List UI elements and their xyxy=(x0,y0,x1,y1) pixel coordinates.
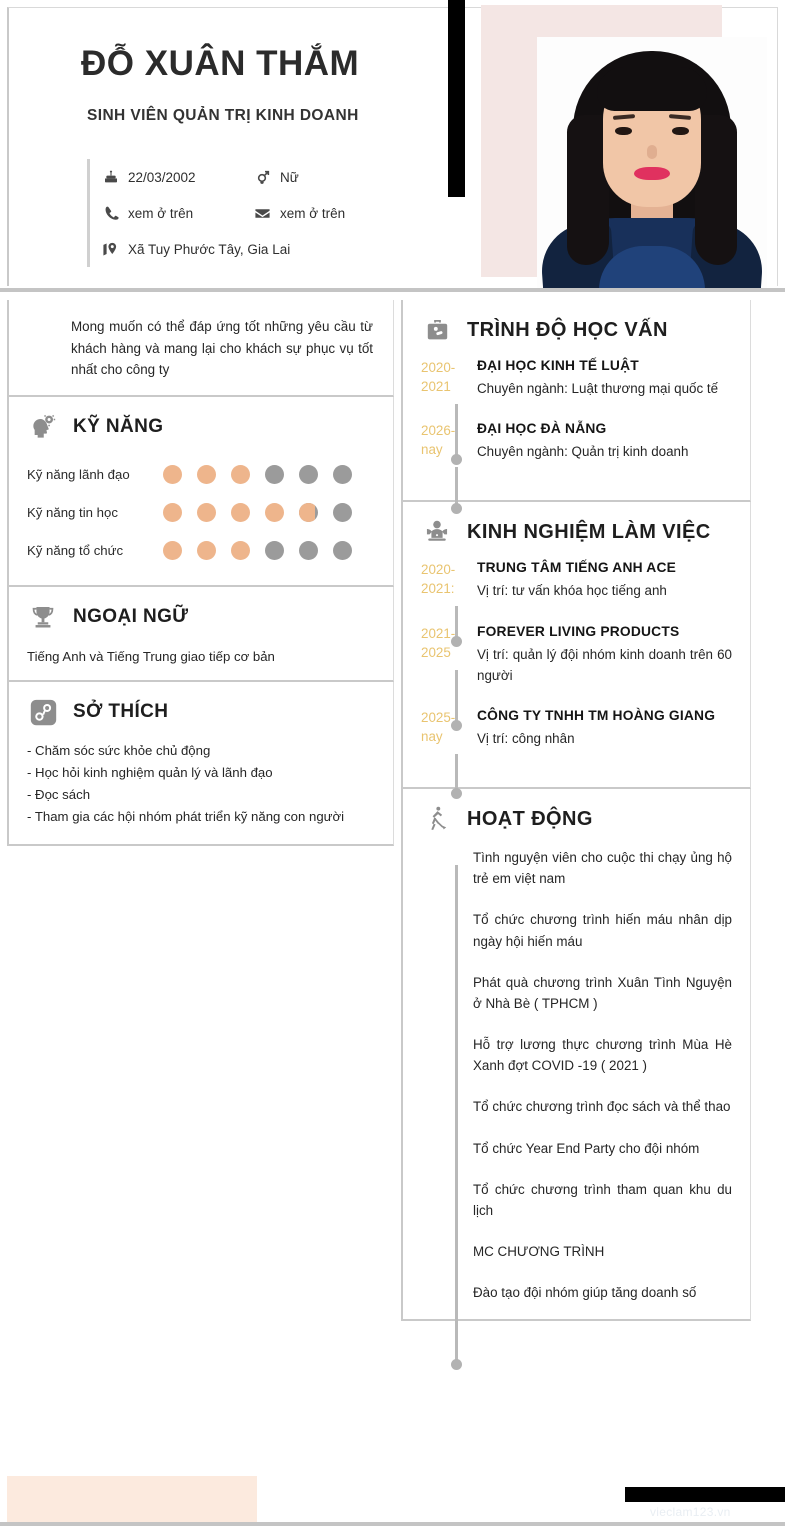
summary-text: Mong muốn có thể đáp ứng tốt những yêu cầu từ khách hàng và mang lại cho khách sự phục vụ tốt nhất cho công ty xyxy=(71,319,373,378)
education-school: ĐẠI HỌC KINH TẾ LUẬT xyxy=(477,358,639,373)
skill-dot[interactable] xyxy=(333,503,352,522)
skill-dot[interactable] xyxy=(231,465,250,484)
skill-row xyxy=(27,531,375,569)
contact-email[interactable] xyxy=(254,205,345,222)
experience-company: TRUNG TÂM TIẾNG ANH ACE xyxy=(477,560,677,576)
gender-value: Nữ xyxy=(280,169,299,185)
education-year-wrap xyxy=(421,421,477,484)
list-item: - Chăm sóc sức khỏe chủ động xyxy=(27,743,211,759)
address-value: Xã Tuy Phước Tây, Gia Lai xyxy=(128,241,291,257)
experience-year: 2025-nay xyxy=(421,709,456,744)
cake-icon xyxy=(102,169,119,186)
skills-header xyxy=(27,411,375,443)
skill-dot[interactable] xyxy=(333,541,352,560)
activities-header xyxy=(421,803,732,835)
contact-phone[interactable] xyxy=(102,205,254,222)
skill-dot[interactable] xyxy=(231,503,250,522)
experience-year: 2021-2025 xyxy=(421,625,456,660)
contact-row xyxy=(102,159,417,195)
contact-birthday xyxy=(102,169,254,186)
list-item: Tổ chức chương trình tham quan khu du lịch xyxy=(473,1181,732,1218)
experience-item xyxy=(421,560,732,623)
skill-dot[interactable] xyxy=(163,503,182,522)
briefcase-icon xyxy=(421,314,453,346)
list-item: Tổ chức chương trình đọc sách và thể thao xyxy=(473,1099,731,1115)
phone-value: xem ở trên xyxy=(128,205,194,221)
experience-header xyxy=(421,516,732,548)
skill-dot[interactable] xyxy=(197,465,216,484)
summary-card xyxy=(7,300,394,397)
steam-icon xyxy=(27,696,59,728)
trophy-icon xyxy=(27,601,59,633)
email-value: xem ở trên xyxy=(280,205,346,221)
header-black-bar xyxy=(448,0,465,197)
contact-row xyxy=(102,231,417,267)
experience-year: 2020-2021: xyxy=(421,562,456,597)
activities-title: HOẠT ĐỘNG xyxy=(467,807,593,830)
education-major: Chuyên ngành: Luật thương mại quốc tế xyxy=(477,381,719,396)
skills-list xyxy=(27,455,375,569)
experience-year-wrap xyxy=(421,708,477,771)
education-card xyxy=(401,300,751,502)
skill-rating[interactable] xyxy=(163,503,352,522)
experience-role: Vị trí: công nhân xyxy=(477,730,575,746)
skills-title: KỸ NĂNG xyxy=(73,416,164,438)
skill-dot[interactable] xyxy=(265,503,284,522)
skill-dot[interactable] xyxy=(299,503,318,522)
skill-dot[interactable] xyxy=(197,541,216,560)
experience-company: FOREVER LIVING PRODUCTS xyxy=(477,623,680,639)
skill-dot[interactable] xyxy=(265,465,284,484)
experience-role: Vị trí: quản lý đội nhóm kinh doanh trên 60 người xyxy=(477,646,732,683)
skill-label: Kỹ năng tin học xyxy=(27,504,118,520)
education-body xyxy=(477,358,732,421)
cv-body xyxy=(0,292,785,1468)
experience-body xyxy=(477,560,732,623)
list-item: Hỗ trợ lương thực chương trình Mùa Hè Xanh đợt COVID -19 ( 2021 ) xyxy=(473,1037,732,1074)
skill-dot[interactable] xyxy=(163,465,182,484)
job-title: SINH VIÊN QUẢN TRỊ KINH DOANH xyxy=(87,107,359,124)
skill-rating[interactable] xyxy=(163,465,352,484)
skill-row xyxy=(27,455,375,493)
experience-card xyxy=(401,502,751,789)
list-item: Tổ chức chương trình hiến máu nhân dịp ngày hội hiến máu xyxy=(473,912,732,949)
left-column xyxy=(7,300,394,846)
location-icon xyxy=(102,241,119,258)
list-item: MC CHƯƠNG TRÌNH xyxy=(473,1244,605,1260)
contact-address xyxy=(102,241,290,258)
education-major: Chuyên ngành: Quản trị kinh doanh xyxy=(477,444,689,460)
list-item: Tình nguyện viên cho cuộc thi chạy ủng hộ trẻ em việt nam xyxy=(473,850,732,887)
hobbies-list xyxy=(27,740,375,828)
education-year-wrap xyxy=(421,358,477,421)
worker-icon xyxy=(421,803,453,835)
contact-gender xyxy=(254,169,299,186)
birthday-value: 22/03/2002 xyxy=(128,169,196,185)
contact-row xyxy=(102,195,417,231)
experience-year-wrap xyxy=(421,560,477,623)
skill-dot[interactable] xyxy=(163,541,182,560)
experience-item xyxy=(421,708,732,771)
education-title: TRÌNH ĐỘ HỌC VẤN xyxy=(467,318,668,341)
activities-list xyxy=(421,847,732,1303)
education-year: 2026-nay xyxy=(421,423,456,458)
languages-text: Tiếng Anh và Tiếng Trung giao tiếp cơ bản xyxy=(27,649,275,665)
experience-year-wrap xyxy=(421,624,477,708)
education-body xyxy=(477,421,732,484)
experience-title: KINH NGHIỆM LÀM VIỆC xyxy=(467,520,711,543)
list-item: - Học hỏi kinh nghiệm quản lý và lãnh đạo xyxy=(27,765,273,781)
email-icon xyxy=(254,205,271,222)
skill-dot[interactable] xyxy=(299,465,318,484)
hobbies-card xyxy=(7,682,394,846)
experience-role: Vị trí: tư vấn khóa học tiếng anh xyxy=(477,583,667,599)
footer-black-bar xyxy=(625,1487,785,1502)
page-bottom-edge xyxy=(0,1522,785,1526)
skill-label: Kỹ năng lãnh đạo xyxy=(27,466,130,482)
list-item: - Đọc sách xyxy=(27,786,91,802)
watermark: vieclam123.vn xyxy=(650,1505,731,1519)
list-item: Đào tạo đội nhóm giúp tăng doanh số xyxy=(473,1285,697,1301)
contact-block xyxy=(87,159,417,267)
skills-card xyxy=(7,397,394,587)
person-laptop-icon xyxy=(421,516,453,548)
languages-card xyxy=(7,587,394,682)
languages-header xyxy=(27,601,375,633)
skill-label: Kỹ năng tổ chức xyxy=(27,542,124,558)
avatar xyxy=(537,37,767,290)
phone-icon xyxy=(102,205,119,222)
education-header xyxy=(421,314,732,346)
education-item xyxy=(421,421,732,484)
list-item: - Tham gia các hội nhóm phát triển kỹ năng con người xyxy=(27,808,345,824)
education-item xyxy=(421,358,732,421)
skill-row xyxy=(27,493,375,531)
list-item: Phát quà chương trình Xuân Tình Nguyện ở Nhà Bè ( TPHCM ) xyxy=(473,974,732,1011)
education-school: ĐẠI HỌC ĐÀ NẴNG xyxy=(477,421,607,437)
skill-dot[interactable] xyxy=(299,541,318,560)
experience-body xyxy=(477,708,732,771)
activities-card xyxy=(401,789,751,1321)
skill-dot[interactable] xyxy=(231,541,250,560)
list-item: Tổ chức Year End Party cho đội nhóm xyxy=(473,1140,700,1156)
experience-body xyxy=(477,624,732,708)
education-year: 2020-2021 xyxy=(421,360,456,395)
skill-dot[interactable] xyxy=(333,465,352,484)
gender-icon xyxy=(254,169,271,186)
skill-dot[interactable] xyxy=(197,503,216,522)
head-idea-icon xyxy=(27,411,59,443)
footer-peach-block xyxy=(7,1476,257,1526)
hobbies-header xyxy=(27,696,375,728)
hobbies-title: SỞ THÍCH xyxy=(73,701,169,723)
page-title: ĐỖ XUÂN THẮM xyxy=(81,44,360,83)
right-column xyxy=(401,300,751,1321)
skill-dot[interactable] xyxy=(265,541,284,560)
skill-rating[interactable] xyxy=(163,541,352,560)
cv-header xyxy=(0,0,785,292)
experience-company: CÔNG TY TNHH TM HOÀNG GIANG xyxy=(477,707,716,723)
experience-item xyxy=(421,624,732,708)
languages-title: NGOẠI NGỮ xyxy=(73,606,189,628)
